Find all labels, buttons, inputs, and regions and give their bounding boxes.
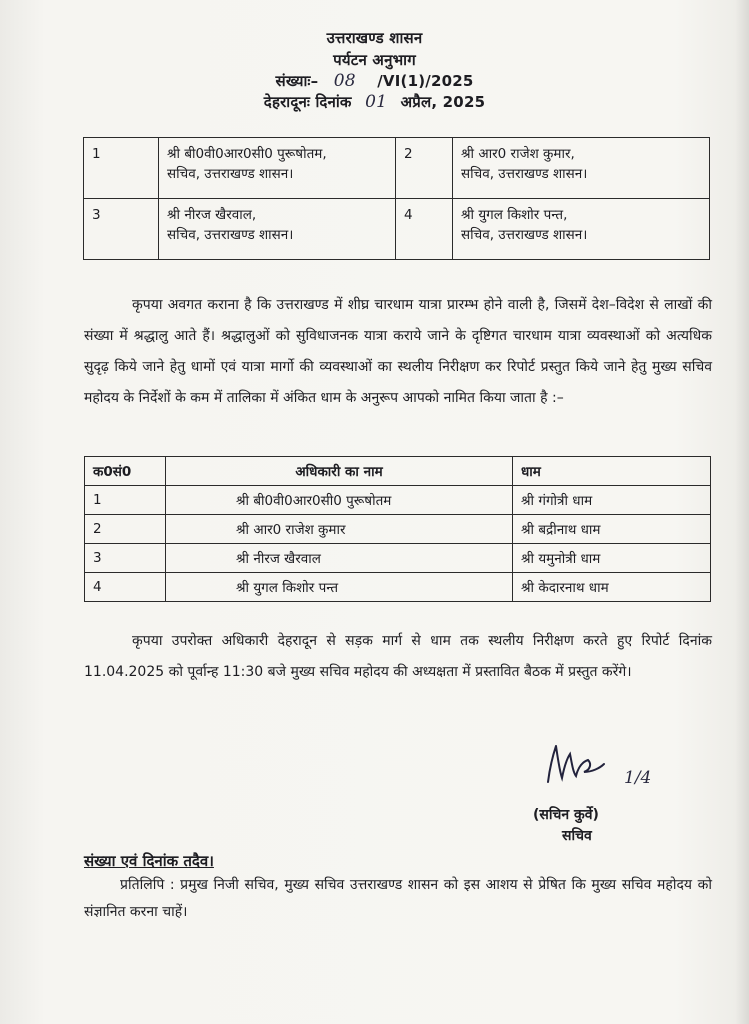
serial-cell: 3 (85, 544, 166, 573)
paragraph-2-text: कृपया उपरोक्त अधिकारी देहरादून से सड़क मार्ग से धाम तक स्थलीय निरीक्षण करते हुए रिपोर्ट दिनांक 11.04.2025 को पूर्वान्ह 11:30 बजे मुख्य सचिव महोदय की अध्यक्षता में प्रस्तावित बैठक में प्रस्तुत करेंगे। (84, 633, 712, 680)
number-label: संख्याः– (275, 72, 319, 90)
government-heading: उत्तराखण्ड शासन (326, 29, 423, 47)
addressee-cell (453, 138, 710, 199)
month-year: अप्रैल, 2025 (400, 93, 486, 111)
department-heading: पर्यटन अनुभाग (333, 51, 416, 69)
addressee-title: सचिव, उत्तराखण्ड शासन। (461, 166, 588, 182)
addressee-title: सचिव, उत्तराखण्ड शासन। (461, 227, 588, 243)
assignment-table (84, 456, 711, 602)
addressee-cell (159, 138, 396, 199)
table-row (85, 486, 711, 515)
body-paragraph-1 (84, 290, 712, 414)
addressee-name: श्री आर0 राजेश कुमार, (461, 146, 575, 162)
header-officer-name: अधिकारी का नाम (166, 457, 513, 486)
paragraph-1-text: कृपया अवगत कराना है कि उत्तराखण्ड में शीघ्र चारधाम यात्रा प्रारम्भ होने वाली है, जिसमें देश–विदेश से लाखों की संख्या में श्रद्धालु आते हैं। श्रद्धालुओं को सुविधाजनक यात्रा कराये जाने के दृष्टिगत चारधाम यात्रा व्यवस्थाओं को अत्यधिक सुदृढ़ किये जाने हेतु धामों एवं यात्रा मार्गो की व्यवस्थाओं का स्थलीय निरीक्षण कर रिपोर्ट प्रस्तुत किये जाने हेतु मुख्य सचिव महोदय के निर्देशों के कम में तालिका में अंकित धाम के अनुरूप आपको नामित किया जाता है :– (84, 297, 712, 406)
number-handwritten: 08 (333, 71, 356, 91)
serial-cell: 4 (85, 573, 166, 602)
officer-cell: श्री आर0 राजेश कुमार (166, 515, 513, 544)
letter-number (0, 71, 749, 91)
officer-cell: श्री नीरज खैरवाल (166, 544, 513, 573)
header-dham: धाम (513, 457, 711, 486)
addressee-number: 4 (396, 199, 453, 260)
table-header-row (85, 457, 711, 486)
date-label: देहरादूनः दिनांक (263, 93, 352, 111)
body-paragraph-2 (84, 626, 712, 688)
signature-initials: 1/4 (624, 768, 652, 788)
copy-text-block (84, 872, 712, 926)
addressee-number: 2 (396, 138, 453, 199)
addressee-cell (159, 199, 396, 260)
serial-cell: 2 (85, 515, 166, 544)
officer-cell: श्री बी0वी0आर0सी0 पुरूषोतम (166, 486, 513, 515)
header-serial: क0सं0 (85, 457, 166, 486)
addressee-name: श्री युगल किशोर पन्त, (461, 207, 568, 223)
addressee-number: 1 (84, 138, 159, 199)
table-row (84, 199, 710, 260)
dham-cell: श्री केदारनाथ धाम (513, 573, 711, 602)
addressee-title: सचिव, उत्तराखण्ड शासन। (167, 227, 294, 243)
copy-heading: संख्या एवं दिनांक तदैव। (84, 852, 214, 870)
addressee-cell (453, 199, 710, 260)
table-row (85, 544, 711, 573)
dham-cell: श्री यमुनोत्री धाम (513, 544, 711, 573)
serial-cell: 1 (85, 486, 166, 515)
copy-text: प्रतिलिपि : प्रमुख निजी सचिव, मुख्य सचिव उत्तराखण्ड शासन को इस आशय से प्रेषित कि मुख्य सचिव महोदय को संज्ञानित करना चाहें। (84, 877, 712, 920)
number-suffix: /VI(1)/2025 (377, 72, 474, 90)
letter-date (0, 92, 749, 112)
table-row (85, 515, 711, 544)
addressee-name: श्री बी0वी0आर0सी0 पुरूषोतम, (167, 146, 327, 162)
page-edge-shadow (735, 0, 749, 1024)
handwritten-signature (540, 738, 630, 794)
dham-cell: श्री गंगोत्री धाम (513, 486, 711, 515)
signatory-designation: सचिव (562, 828, 592, 844)
officer-cell: श्री युगल किशोर पन्त (166, 573, 513, 602)
signatory-name: (सचिन कुर्वे) (533, 807, 599, 823)
date-handwritten: 01 (365, 92, 388, 112)
table-row (85, 573, 711, 602)
dham-cell: श्री बद्रीनाथ धाम (513, 515, 711, 544)
addressee-title: सचिव, उत्तराखण्ड शासन। (167, 166, 294, 182)
addressee-number: 3 (84, 199, 159, 260)
addressee-name: श्री नीरज खैरवाल, (167, 207, 257, 223)
addressee-table (83, 137, 710, 260)
table-row (84, 138, 710, 199)
